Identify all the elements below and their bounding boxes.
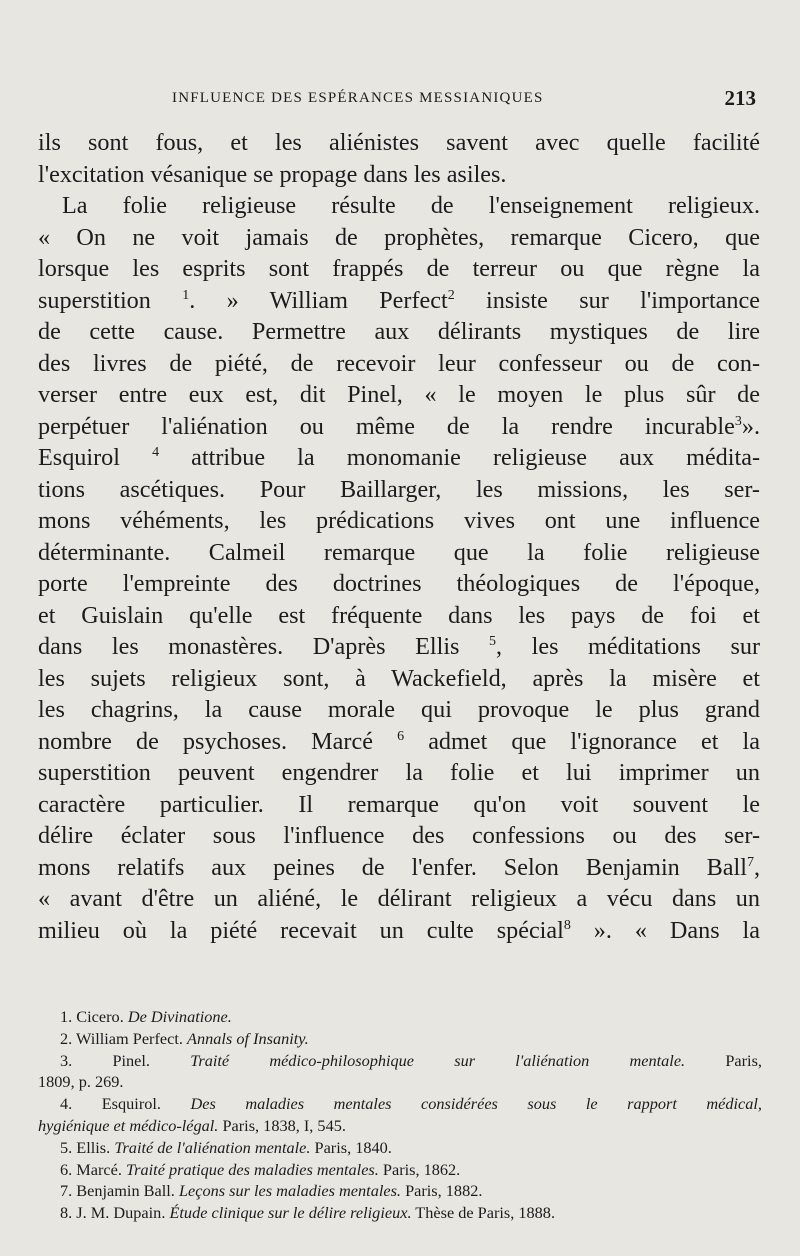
footnote	[38, 1159, 762, 1181]
text-line	[38, 631, 760, 663]
footnote	[38, 1180, 762, 1202]
text-line: verser entre eux est, dit Pinel, « le moyen le plus sûr de	[38, 381, 760, 408]
footnote-title: Leçons sur les maladies mentales.	[178, 1181, 401, 1201]
text-line: « On ne voit jamais de prophètes, remarque Cicero, que	[38, 223, 760, 251]
footnote-author: William Perfect.	[76, 1028, 183, 1048]
footnote	[38, 1093, 762, 1115]
footnote-number: 3.	[60, 1050, 73, 1070]
text-fragment: mons relatifs aux peines de l'enfer. Selon Benjamin Ball	[38, 853, 747, 881]
text-line	[38, 411, 760, 443]
text-line: La folie religieuse résulte de l'enseignement religieux.	[62, 192, 760, 219]
footnote-ref: 3	[734, 413, 742, 429]
footnote-title: Traité médico-philosophique sur l'aliénation mentale.	[190, 1050, 686, 1070]
footnote-title: Traité de l'aliénation mentale.	[114, 1137, 311, 1157]
text-line: des livres de piété, de recevoir leur confesseur ou de con-	[38, 349, 760, 377]
footnote-title: Des maladies mentales considérées sous le rapport médical,	[190, 1094, 762, 1114]
footnote-rest: Thèse de Paris, 1888.	[415, 1203, 556, 1223]
footnote-title: Étude clinique sur le délire religieux.	[169, 1203, 412, 1223]
text-line: mons véhéments, les prédications vives ont une influence	[38, 507, 760, 534]
text-fragment: ».	[741, 412, 760, 440]
footnote-number: 2.	[60, 1028, 73, 1048]
text-line	[38, 915, 760, 947]
text-fragment: Esquirol	[38, 444, 120, 471]
running-title: INFLUENCE DES ESPÉRANCES MESSIANIQUES	[172, 90, 544, 106]
text-line: ils sont fous, et les aliénistes savent avec quelle facilité	[38, 129, 760, 156]
footnote	[38, 1202, 762, 1224]
footnote	[38, 1006, 762, 1028]
text-fragment: , les méditations sur	[496, 633, 760, 660]
text-line: superstition peuvent engendrer la folie et lui imprimer un	[38, 759, 760, 786]
text-fragment: admet que l'ignorance et la	[404, 727, 760, 755]
footnotes	[38, 1006, 762, 1224]
text-line: « avant d'être un aliéné, le délirant religieux a vécu dans un	[38, 885, 760, 912]
text-line	[38, 442, 760, 474]
footnote-rest: Paris, 1862.	[382, 1159, 461, 1179]
text-line: l'excitation vésanique se propage dans les asiles.	[38, 160, 507, 188]
footnote	[38, 1028, 762, 1050]
footnote-number: 8.	[60, 1203, 73, 1223]
footnote-title: Traité pratique des maladies mentales.	[126, 1159, 379, 1179]
footnote-author: J. M. Dupain.	[76, 1203, 166, 1223]
footnote-ref: 1	[182, 287, 190, 303]
footnote-continuation	[38, 1115, 762, 1137]
text-fragment: ,	[753, 853, 760, 881]
footnote-rest: Paris,	[725, 1050, 762, 1070]
footnote-title: De Divinatione.	[127, 1007, 232, 1026]
text-fragment: attribue la monomanie religieuse aux médita-	[159, 444, 760, 471]
footnote-ref: 8	[563, 917, 571, 933]
text-line: caractère particulier. Il remarque qu'on voit souvent le	[38, 790, 760, 818]
text-fragment: dans les monastères. D'après Ellis	[38, 633, 460, 660]
text-fragment: . » William Perfect	[189, 286, 448, 314]
text-line: lorsque les esprits sont frappés de terreur ou que règne la	[38, 255, 760, 282]
text-line: porte l'empreinte des doctrines théologiques de l'époque,	[38, 570, 760, 597]
footnote-ref: 5	[489, 634, 497, 649]
text-line: déterminante. Calmeil remarque que la folie religieuse	[38, 538, 760, 566]
footnote-author: Benjamin Ball.	[76, 1181, 175, 1201]
text-fragment: ». « Dans la	[570, 916, 760, 944]
footnote-rest: Paris, 1838, I, 545.	[222, 1115, 346, 1135]
footnote-continuation: 1809, p. 269.	[38, 1072, 124, 1092]
footnote-author: Marcé.	[76, 1159, 122, 1179]
text-line: et Guislain qu'elle est fréquente dans les pays de foi et	[38, 601, 760, 629]
footnote-ref: 4	[152, 445, 160, 460]
page-header	[40, 86, 756, 116]
footnote-number: 1.	[60, 1007, 73, 1026]
text-line	[38, 852, 760, 884]
body-text	[38, 127, 760, 946]
footnote-number: 5.	[60, 1137, 73, 1157]
footnote-author: Cicero.	[76, 1007, 124, 1026]
footnote-title: Annals of Insanity.	[187, 1028, 309, 1048]
text-fragment: perpétuer l'aliénation ou même de la rendre incurable	[38, 412, 735, 440]
footnote	[38, 1050, 762, 1072]
footnote-number: 6.	[60, 1159, 73, 1179]
footnote	[38, 1137, 762, 1159]
text-line: les sujets religieux sont, à Wackefield, après la misère et	[38, 664, 760, 692]
text-line: délire éclater sous l'influence des confessions ou des ser-	[38, 822, 760, 849]
footnote-number: 7.	[60, 1181, 73, 1201]
footnote-rest: Paris, 1882.	[405, 1181, 483, 1201]
footnote-rest: Paris, 1840.	[314, 1137, 392, 1157]
text-fragment: superstition	[38, 286, 151, 314]
footnote-author: Ellis.	[76, 1137, 111, 1157]
page-number: 213	[724, 86, 756, 110]
text-line: les chagrins, la cause morale qui provoque le plus grand	[38, 696, 760, 723]
footnote-ref: 2	[447, 287, 455, 303]
footnote-ref: 7	[746, 854, 754, 870]
text-line: de cette cause. Permettre aux délirants mystiques de lire	[38, 318, 760, 345]
text-line: tions ascétiques. Pour Baillarger, les missions, les ser-	[38, 475, 760, 503]
text-fragment: milieu où la piété recevait un culte spécial	[38, 916, 564, 944]
footnote-author: Pinel.	[112, 1050, 150, 1070]
text-fragment: nombre de psychoses. Marcé	[38, 727, 373, 755]
text-line	[38, 726, 760, 758]
footnote-ref: 6	[397, 728, 405, 744]
footnote-author: Esquirol.	[101, 1094, 161, 1114]
footnote-title-continued: hygiénique et médico-légal.	[38, 1115, 219, 1135]
text-line	[38, 285, 760, 317]
text-fragment: insiste sur l'importance	[454, 286, 760, 314]
footnote-number: 4.	[60, 1094, 73, 1114]
